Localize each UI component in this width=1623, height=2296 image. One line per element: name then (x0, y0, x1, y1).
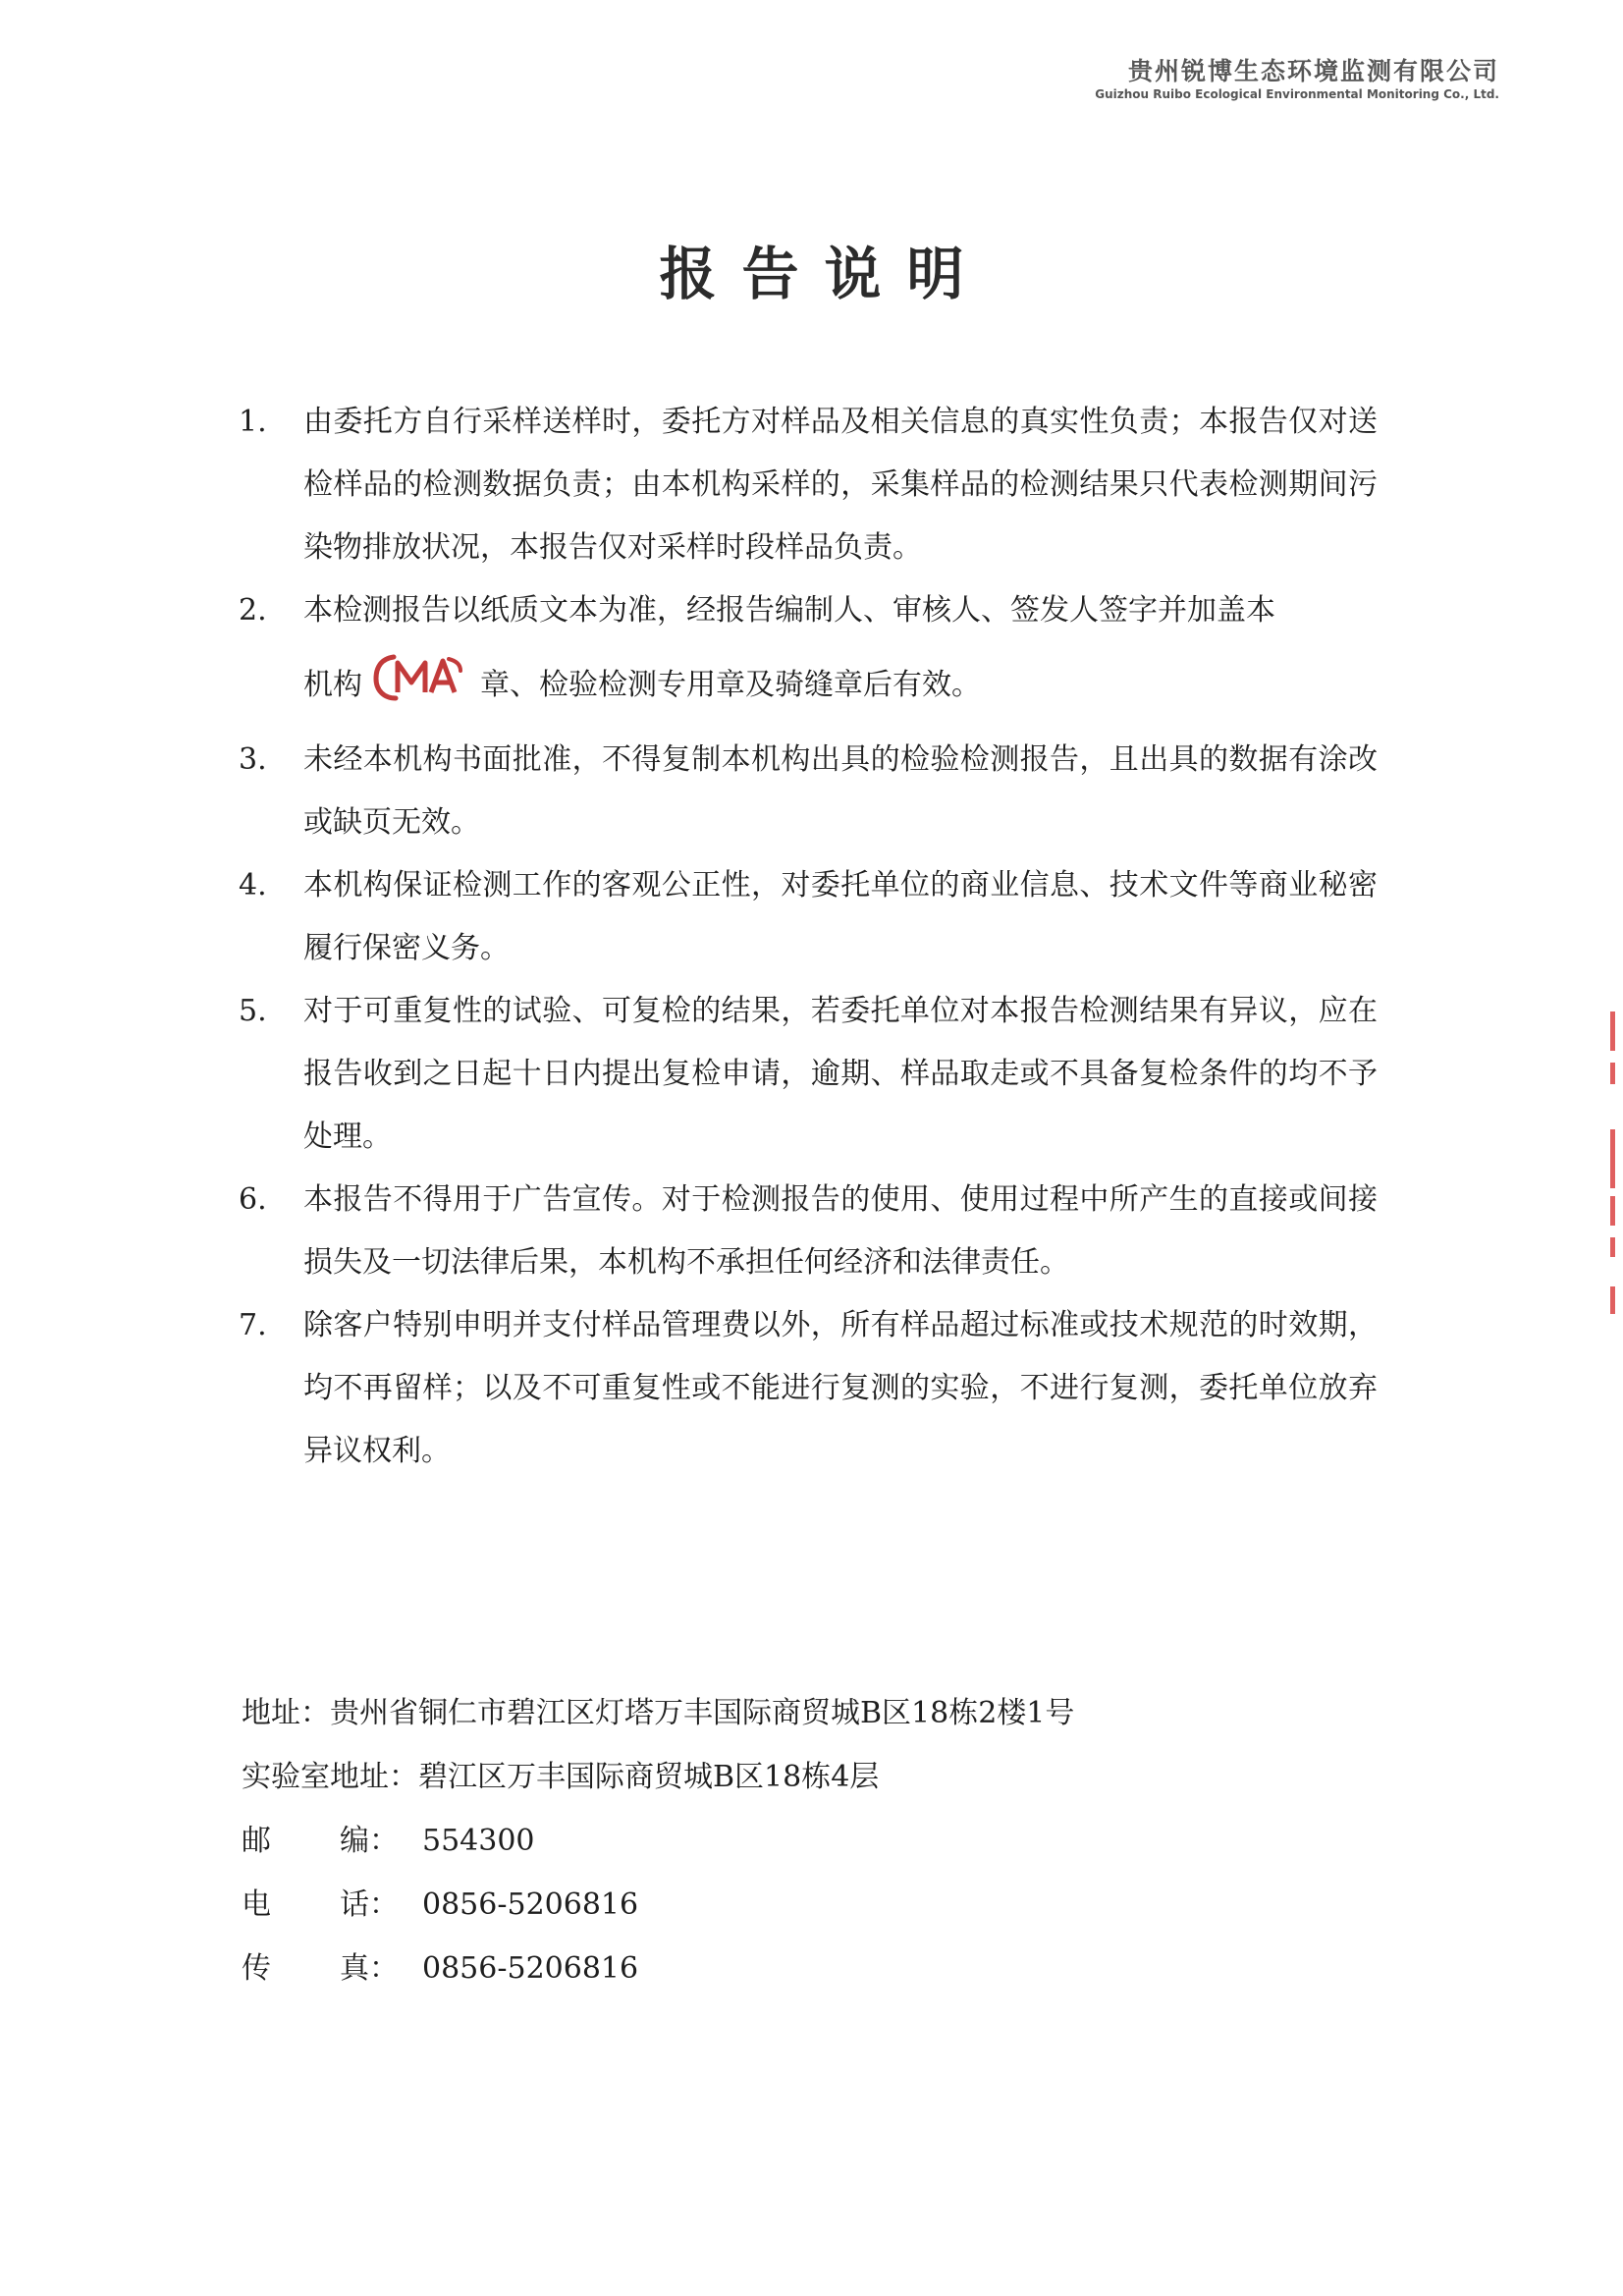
note-item-2 (239, 579, 1378, 729)
note-number: 3. (239, 742, 267, 777)
note-text-line (303, 642, 1378, 729)
note-text: 除客户特别申明并支付样品管理费以外，所有样品超过标准或技术规范的时效期，均不再留样；以及不可重复性或不能进行复测的实验，不进行复测，委托单位放弃异议权利。 (303, 1308, 1378, 1468)
note-number: 7. (239, 1308, 267, 1342)
postcode-value: 554300 (422, 1824, 535, 1858)
seam-stamp-fragment (1610, 1129, 1615, 1188)
cma-logo-icon (372, 649, 464, 704)
seam-stamp-fragment (1610, 1286, 1615, 1314)
contact-info (242, 1681, 1074, 2000)
cma-logo-text: CMA (372, 649, 375, 650)
seam-stamp-fragment (1610, 1237, 1615, 1257)
address-row (242, 1681, 1074, 1745)
phone-label: 电 话： (242, 1887, 399, 1922)
note-item-6 (239, 1169, 1378, 1294)
note-number: 1. (239, 405, 267, 439)
phone-value: 0856-5206816 (422, 1887, 639, 1922)
note-text: 本报告不得用于广告宣传。对于检测报告的使用、使用过程中所产生的直接或间接损失及一切法律后果，本机构不承担任何经济和法律责任。 (303, 1182, 1378, 1280)
fax-row (242, 1937, 1074, 2000)
note-text-part: 本检测报告以纸质文本为准，经报告编制人、审核人、签发人签字并加盖本 (303, 593, 1275, 628)
note-item-5 (239, 980, 1378, 1169)
note-number: 6. (239, 1182, 267, 1217)
note-text: 本机构保证检测工作的客观公正性，对委托单位的商业信息、技术文件等商业秘密履行保密义务。 (303, 868, 1378, 965)
note-item-4 (239, 854, 1378, 980)
lab-address-row (242, 1745, 1074, 1809)
note-number: 5. (239, 994, 267, 1028)
note-text: 未经本机构书面批准，不得复制本机构出具的检验检测报告，且出具的数据有涂改或缺页无效。 (303, 742, 1378, 840)
postcode-row (242, 1809, 1074, 1873)
fax-label: 传 真： (242, 1951, 399, 1986)
note-text-part: 机构 (303, 668, 362, 702)
note-text-part: 章、检验检测专用章及骑缝章后有效。 (480, 668, 981, 702)
note-text: 对于可重复性的试验、可复检的结果，若委托单位对本报告检测结果有异议，应在报告收到之日起十日内提出复检申请，逾期、样品取走或不具备复检条件的均不予处理。 (303, 994, 1378, 1154)
note-item-1 (239, 391, 1378, 579)
address-label: 地址： (242, 1696, 330, 1730)
notes-list (239, 391, 1378, 1483)
note-item-7 (239, 1294, 1378, 1483)
lab-address-label: 实验室地址： (242, 1760, 418, 1794)
phone-row (242, 1873, 1074, 1937)
seam-stamp-fragment (1610, 1196, 1615, 1226)
note-text (303, 579, 1378, 729)
company-name-en: Guizhou Ruibo Ecological Environmental Monitoring Co., Ltd. (1095, 87, 1499, 101)
seam-stamp-fragment (1610, 1063, 1615, 1084)
address-value: 贵州省铜仁市碧江区灯塔万丰国际商贸城B区18栋2楼1号 (330, 1696, 1075, 1730)
note-number: 2. (239, 593, 267, 628)
lab-address-value: 碧江区万丰国际商贸城B区18栋4层 (418, 1760, 880, 1794)
company-name-cn: 贵州锐博生态环境监测有限公司 (1127, 57, 1499, 85)
note-item-3 (239, 729, 1378, 854)
postcode-label: 邮 编： (242, 1824, 399, 1858)
note-text: 由委托方自行采样送样时，委托方对样品及相关信息的真实性负责；本报告仅对送检样品的检测数据负责；由本机构采样的，采集样品的检测结果只代表检测期间污染物排放状况，本报告仅对采样时段样品负责。 (303, 405, 1378, 565)
company-header (1095, 57, 1499, 102)
note-number: 4. (239, 868, 267, 902)
seam-stamp-fragment (1610, 1011, 1615, 1051)
fax-value: 0856-5206816 (422, 1951, 639, 1986)
page-title: 报告说明 (659, 241, 990, 307)
